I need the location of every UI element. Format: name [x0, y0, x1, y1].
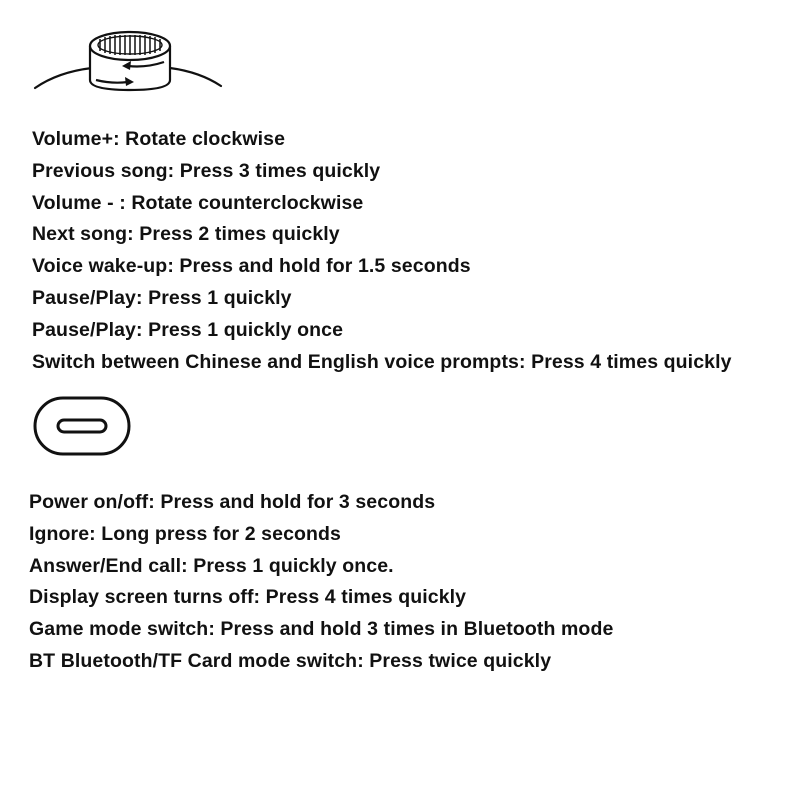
instruction-line: Pause/Play: Press 1 quickly once — [32, 318, 344, 341]
instruction-line: Game mode switch: Press and hold 3 times in Bluetooth mode — [29, 618, 614, 641]
instruction-line: Next song: Press 2 times quickly — [32, 223, 340, 246]
knob-instructions-list — [32, 124, 732, 378]
instruction-line: Volume - : Rotate counterclockwise — [32, 191, 364, 214]
instruction-line: Voice wake-up: Press and hold for 1.5 seconds — [32, 255, 471, 278]
rotary-knob-icon — [30, 22, 230, 100]
instruction-line: Pause/Play: Press 1 quickly — [32, 286, 292, 309]
instruction-line: Display screen turns off: Press 4 times quickly — [29, 586, 467, 609]
instruction-line: Ignore: Long press for 2 seconds — [29, 522, 342, 545]
instruction-line: Switch between Chinese and English voice prompts: Press 4 times quickly — [32, 350, 732, 373]
instruction-line: Volume+: Rotate clockwise — [32, 128, 286, 150]
button-instructions-list — [29, 487, 613, 678]
instruction-line: BT Bluetooth/TF Card mode switch: Press twice quickly — [29, 649, 552, 672]
instruction-line: Answer/End call: Press 1 quickly once. — [29, 554, 394, 577]
instruction-line: Power on/off: Press and hold for 3 seconds — [29, 491, 436, 513]
instruction-line: Previous song: Press 3 times quickly — [32, 159, 381, 182]
usb-c-port-icon — [33, 396, 133, 458]
